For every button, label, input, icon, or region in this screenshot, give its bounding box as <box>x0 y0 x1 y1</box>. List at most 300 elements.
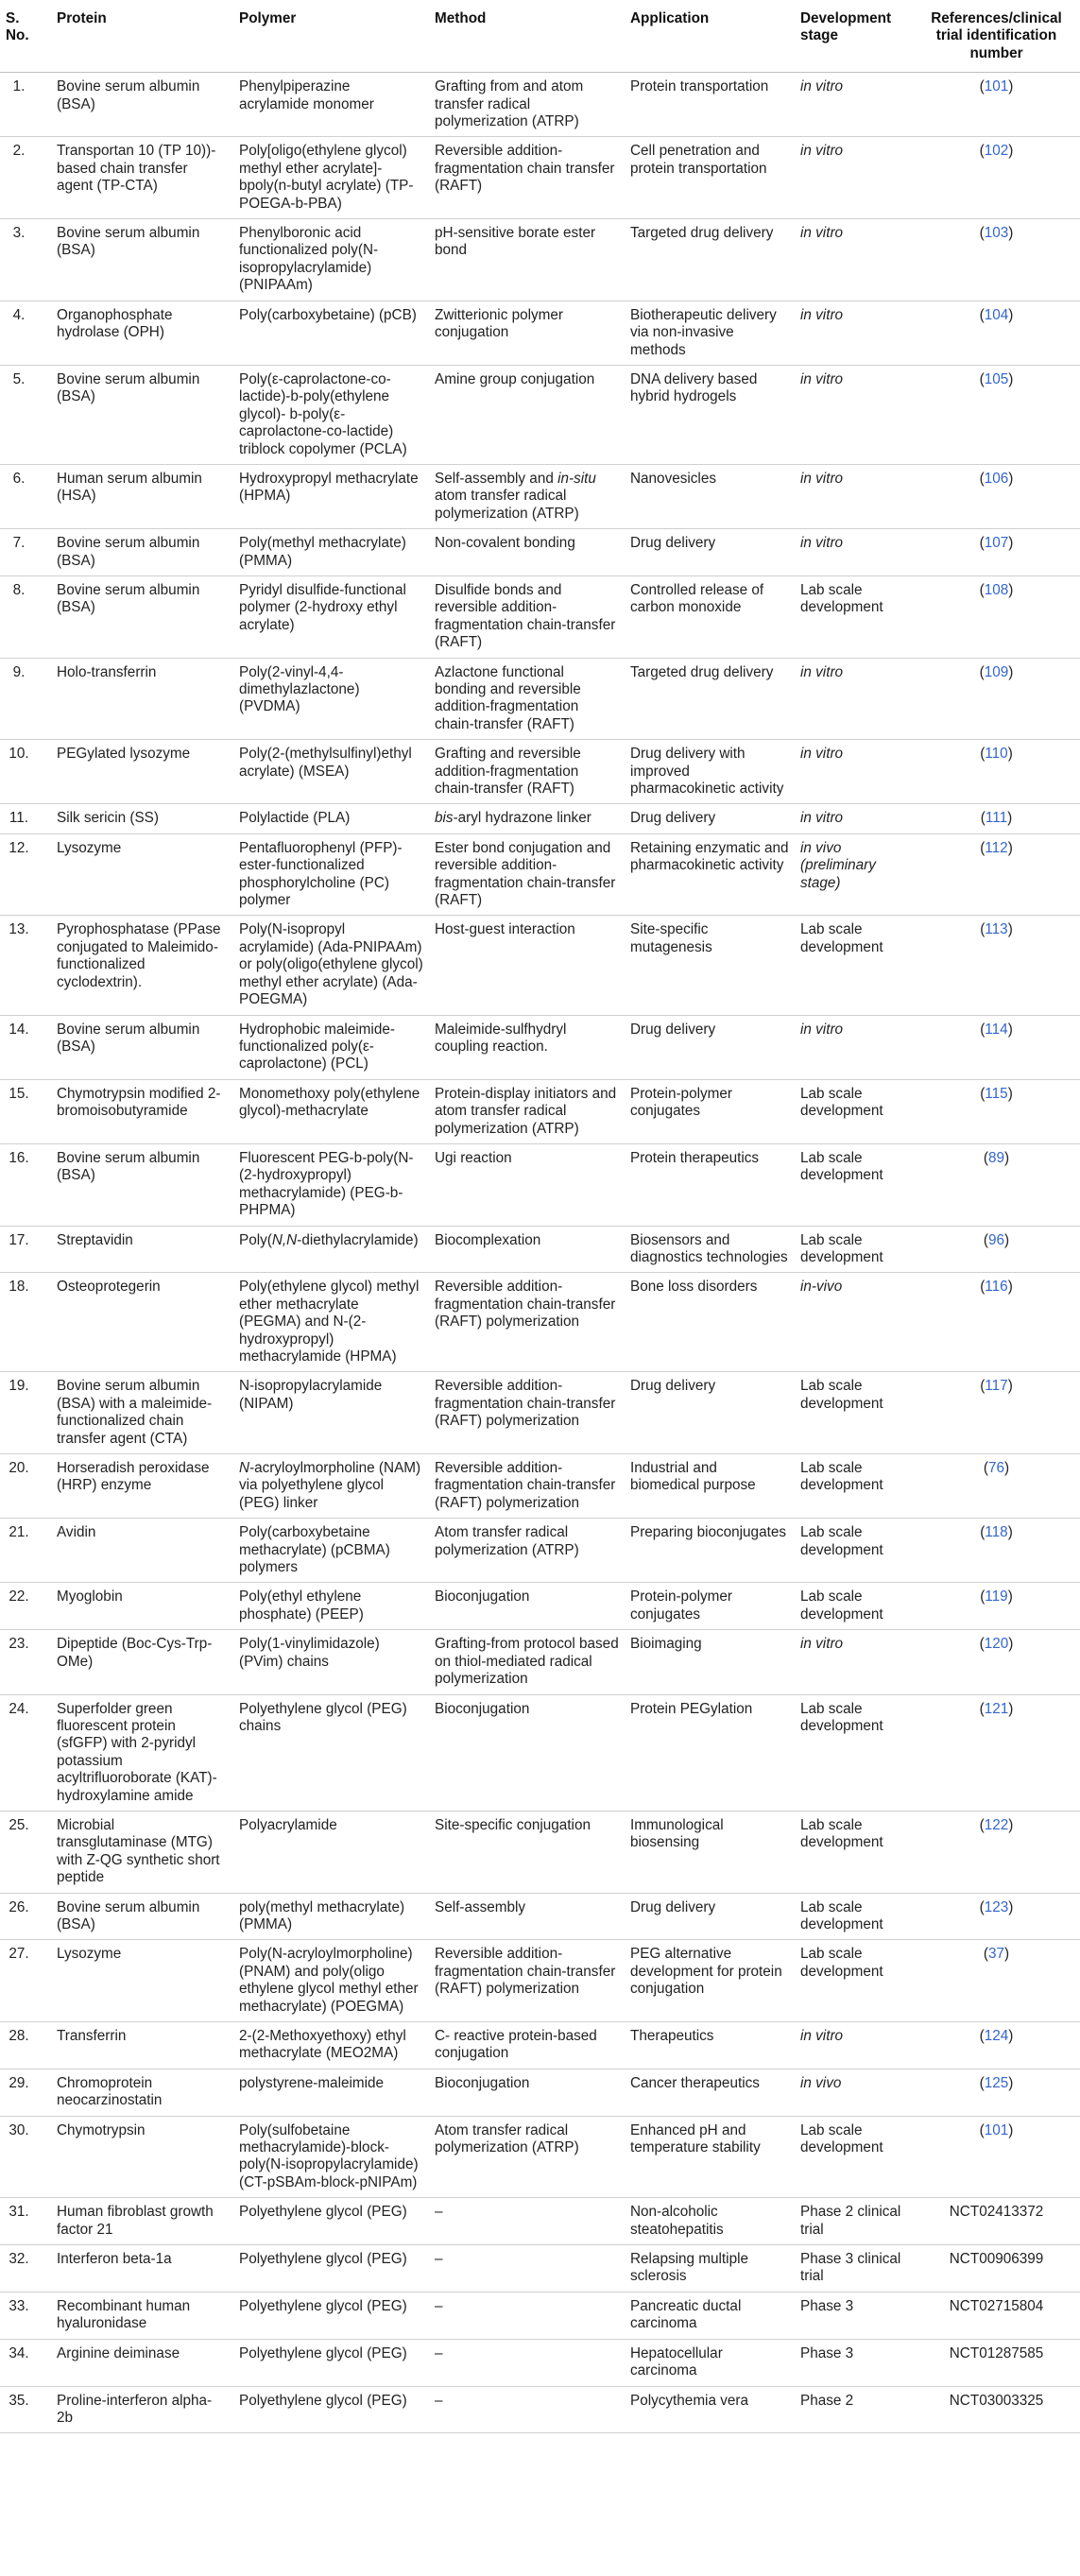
cell-text: Drug delivery with improved pharmacokinetic activity <box>630 746 784 798</box>
cell-text: bis <box>435 810 454 827</box>
cell-polymer <box>233 2339 429 2386</box>
cell-sno <box>0 2339 51 2386</box>
cell-sno <box>0 1519 51 1583</box>
reference-link[interactable]: (105) <box>979 370 1014 387</box>
cell-text: 22. <box>9 1589 29 1606</box>
reference-link[interactable]: (104) <box>979 306 1014 323</box>
cell-text: Bioconjugation <box>435 1589 530 1606</box>
cell-protein <box>51 2116 233 2198</box>
cell-reference <box>913 1273 1080 1372</box>
cell-method <box>429 1454 625 1519</box>
cell-protein <box>51 1372 233 1454</box>
cell-stage <box>795 1630 913 1694</box>
cell-stage <box>795 2198 913 2245</box>
cell-protein <box>51 1940 233 2022</box>
cell-stage <box>795 1226 913 1273</box>
cell-sno <box>0 1940 51 2022</box>
reference-link[interactable]: (116) <box>980 1279 1013 1296</box>
cell-stage <box>795 2292 913 2339</box>
reference-link[interactable]: (122) <box>979 1816 1014 1833</box>
cell-text: 27. <box>9 1946 29 1963</box>
table-row <box>0 2339 1080 2386</box>
cell-method <box>429 1940 625 2022</box>
cell-protein <box>51 2198 233 2245</box>
cell-text: Organophosphate hydrolase (OPH) <box>57 306 173 341</box>
reference-link[interactable]: (110) <box>980 746 1013 763</box>
reference-link[interactable]: (114) <box>980 1021 1013 1038</box>
cell-protein <box>51 1811 233 1893</box>
cell-text: 2-(2-Methoxyethoxy) ethyl methacrylate (MEO2MA) <box>239 2028 406 2062</box>
header-application: Application <box>625 0 795 73</box>
cell-application <box>625 1015 795 1079</box>
cell-text: -acryloylmorpholine (NAM) via polyethylene glycol (PEG) linker <box>239 1460 421 1511</box>
cell-polymer <box>233 2245 429 2293</box>
cell-stage <box>795 1372 913 1454</box>
cell-polymer <box>233 137 429 219</box>
table-row <box>0 2116 1080 2198</box>
cell-application <box>625 1143 795 1226</box>
cell-text: Human serum albumin (HSA) <box>57 470 202 505</box>
cell-text: Arginine deiminase <box>57 2344 180 2361</box>
cell-text: NCT02413372 <box>949 2204 1044 2221</box>
cell-text: Poly(N-isopropyl acrylamide) (Ada-PNIPAAm) or poly(oligo(ethylene glycol) methyl ether acrylate) (Ada-POEGMA) <box>239 921 423 1008</box>
cell-protein <box>51 1694 233 1811</box>
table-row <box>0 1143 1080 1226</box>
cell-text: Bone loss disorders <box>630 1279 758 1296</box>
cell-text: 8. <box>12 581 26 598</box>
cell-protein <box>51 658 233 740</box>
cell-stage <box>795 365 913 464</box>
cell-method <box>429 1015 625 1079</box>
cell-text: in vivo (preliminary stage) <box>800 839 876 891</box>
cell-text: Drug delivery <box>630 1021 716 1038</box>
cell-stage <box>795 2386 913 2433</box>
reference-link[interactable]: (115) <box>980 1085 1013 1102</box>
cell-text: 11. <box>9 810 29 827</box>
cell-text: Pentafluorophenyl (PFP)-ester-functionalized phosphorylcholine (PC) polymer <box>239 839 403 909</box>
cell-reference <box>913 833 1080 916</box>
cell-text: Human fibroblast growth factor 21 <box>57 2204 214 2238</box>
cell-protein <box>51 2022 233 2069</box>
reference-link[interactable]: (76) <box>983 1460 1010 1477</box>
cell-text: Phase 3 clinical trial <box>800 2251 901 2285</box>
cell-text: Azlactone functional bonding and reversible addition-fragmentation chain-transfer (RAFT) <box>435 663 581 732</box>
cell-text: 28. <box>9 2028 29 2044</box>
cell-stage <box>795 2069 913 2116</box>
cell-reference <box>913 1583 1080 1630</box>
cell-text: Targeted drug delivery <box>630 225 774 242</box>
cell-text: Lab scale development <box>800 1231 883 1265</box>
cell-text: NCT03003325 <box>949 2392 1044 2409</box>
cell-sno <box>0 1811 51 1893</box>
cell-sno <box>0 2116 51 2198</box>
cell-stage <box>795 740 913 804</box>
cell-text: Biosensors and diagnostics technologies <box>630 1231 788 1265</box>
cell-reference <box>913 1454 1080 1519</box>
cell-application <box>625 1372 795 1454</box>
cell-application <box>625 1226 795 1273</box>
cell-stage <box>795 219 913 301</box>
cell-text: – <box>435 2392 443 2409</box>
cell-text: Poly[oligo(ethylene glycol) methyl ether acrylate]-bpoly(n-butyl acrylate) (TP-POEGA-b-PBA) <box>239 143 414 212</box>
cell-application <box>625 1811 795 1893</box>
table-row <box>0 365 1080 464</box>
cell-text: PEGylated lysozyme <box>57 746 191 763</box>
reference-link[interactable]: (96) <box>983 1231 1010 1248</box>
reference-link[interactable]: (120) <box>979 1636 1014 1653</box>
table-header <box>0 0 1080 73</box>
cell-method <box>429 1226 625 1273</box>
reference-link[interactable]: (117) <box>980 1378 1013 1395</box>
cell-application <box>625 365 795 464</box>
table-row <box>0 1454 1080 1519</box>
reference-link[interactable]: (37) <box>983 1946 1010 1963</box>
cell-stage <box>795 1694 913 1811</box>
cell-reference <box>913 1079 1080 1143</box>
cell-text: 6. <box>12 470 26 487</box>
cell-sno <box>0 1226 51 1273</box>
cell-sno <box>0 658 51 740</box>
cell-text: 7. <box>12 535 26 552</box>
cell-sno <box>0 1583 51 1630</box>
cell-text: Protein therapeutics <box>630 1149 760 1166</box>
cell-polymer <box>233 575 429 658</box>
table-row <box>0 2069 1080 2116</box>
cell-text: Lab scale development <box>800 1816 883 1851</box>
cell-text: Poly(2-(methylsulfinyl)ethyl acrylate) (MSEA) <box>239 746 412 780</box>
cell-reference <box>913 658 1080 740</box>
cell-stage <box>795 1811 913 1893</box>
cell-text: Host-guest interaction <box>435 921 575 938</box>
cell-reference <box>913 740 1080 804</box>
cell-polymer <box>233 1893 429 1940</box>
cell-polymer <box>233 2198 429 2245</box>
cell-polymer <box>233 1454 429 1519</box>
cell-application <box>625 1893 795 1940</box>
cell-text: Polycythemia vera <box>630 2392 748 2409</box>
cell-protein <box>51 1143 233 1226</box>
cell-application <box>625 1454 795 1519</box>
cell-text: in vitro <box>800 535 844 552</box>
reference-link[interactable]: (118) <box>980 1524 1013 1541</box>
cell-stage <box>795 1583 913 1630</box>
table-row <box>0 1372 1080 1454</box>
cell-reference <box>913 575 1080 658</box>
cell-reference <box>913 1143 1080 1226</box>
cell-text: Phenylboronic acid functionalized poly(N-isopropylacrylamide) (PNIPAAm) <box>239 225 379 294</box>
cell-application <box>625 1630 795 1694</box>
cell-polymer <box>233 1273 429 1372</box>
cell-reference <box>913 1226 1080 1273</box>
cell-reference <box>913 1811 1080 1893</box>
table-row <box>0 833 1080 916</box>
table-row <box>0 916 1080 1015</box>
cell-protein <box>51 2339 233 2386</box>
header-references: References/clinical trial identification number <box>913 0 1080 73</box>
cell-application <box>625 529 795 576</box>
cell-reference <box>913 916 1080 1015</box>
cell-method <box>429 1583 625 1630</box>
cell-text: Ester bond conjugation and reversible addition-fragmentation chain-transfer (RAFT) <box>435 839 616 909</box>
cell-text: NCT02715804 <box>949 2297 1044 2314</box>
cell-text: Drug delivery <box>630 1378 716 1395</box>
reference-link[interactable]: (121) <box>979 1700 1014 1717</box>
reference-link[interactable]: (112) <box>980 839 1013 856</box>
cell-protein <box>51 2069 233 2116</box>
cell-protein <box>51 2386 233 2433</box>
cell-text: Reversible addition-fragmentation chain-transfer (RAFT) polymerization <box>435 1279 616 1331</box>
cell-text: Zwitterionic polymer conjugation <box>435 306 564 341</box>
cell-text: pH-sensitive borate ester bond <box>435 225 596 259</box>
cell-text: Horseradish peroxidase (HRP) enzyme <box>57 1460 210 1494</box>
cell-text: atom transfer radical polymerization (ATRP) <box>435 488 579 522</box>
cell-text: Polyethylene glycol (PEG) <box>239 2251 407 2268</box>
cell-method <box>429 1079 625 1143</box>
cell-application <box>625 2198 795 2245</box>
cell-text: Site-specific mutagenesis <box>630 921 712 955</box>
cell-method <box>429 2292 625 2339</box>
reference-link[interactable]: (106) <box>979 470 1014 487</box>
cell-text: Chymotrypsin <box>57 2121 146 2138</box>
cell-text: Polyacrylamide <box>239 1816 337 1833</box>
reference-link[interactable]: (125) <box>979 2074 1014 2091</box>
cell-text: Lab scale development <box>800 1524 883 1558</box>
table-row <box>0 2292 1080 2339</box>
cell-sno <box>0 575 51 658</box>
cell-reference <box>913 2198 1080 2245</box>
cell-text: – <box>435 2251 443 2268</box>
cell-reference <box>913 804 1080 833</box>
table-row <box>0 1583 1080 1630</box>
cell-text: Site-specific conjugation <box>435 1816 591 1833</box>
cell-text: Chymotrypsin modified 2-bromoisobutyramide <box>57 1085 221 1120</box>
cell-text: Ugi reaction <box>435 1149 512 1166</box>
cell-text: Protein-display initiators and atom transfer radical polymerization (ATRP) <box>435 1085 617 1137</box>
cell-polymer <box>233 1940 429 2022</box>
cell-text: in vitro <box>800 370 844 387</box>
reference-link[interactable]: (123) <box>979 1898 1014 1915</box>
reference-link[interactable]: (124) <box>979 2028 1014 2044</box>
cell-text: in vitro <box>800 143 844 160</box>
cell-reference <box>913 365 1080 464</box>
cell-text: Bioimaging <box>630 1636 702 1653</box>
cell-text: Poly(ε-caprolactone-co-lactide)-b-poly(ethylene glycol)- b-poly(ε-caprolactone-co-lactide) triblock copolymer (PCLA) <box>239 370 407 457</box>
cell-polymer <box>233 1372 429 1454</box>
cell-text: Polyethylene glycol (PEG) <box>239 2204 407 2221</box>
cell-sno <box>0 365 51 464</box>
cell-method <box>429 575 625 658</box>
cell-stage <box>795 2116 913 2198</box>
cell-sno <box>0 2245 51 2293</box>
cell-text: in vitro <box>800 470 844 487</box>
cell-text: 5. <box>12 370 26 387</box>
cell-sno <box>0 2292 51 2339</box>
cell-polymer <box>233 464 429 528</box>
reference-link[interactable]: (101) <box>979 2121 1014 2138</box>
cell-text: Dipeptide (Boc-Cys-Trp-OMe) <box>57 1636 213 1670</box>
table-row <box>0 1940 1080 2022</box>
cell-stage <box>795 1079 913 1143</box>
cell-protein <box>51 365 233 464</box>
cell-text: N-isopropylacrylamide (NIPAM) <box>239 1378 383 1412</box>
cell-protein <box>51 804 233 833</box>
cell-polymer <box>233 1583 429 1630</box>
cell-sno <box>0 2386 51 2433</box>
reference-link[interactable]: (102) <box>979 143 1014 160</box>
cell-stage <box>795 1940 913 2022</box>
cell-text: Bovine serum albumin (BSA) with a maleimide-functionalized chain transfer agent (CTA) <box>57 1378 213 1447</box>
cell-text: Nanovesicles <box>630 470 716 487</box>
cell-text: Retaining enzymatic and pharmacokinetic activity <box>630 839 789 874</box>
cell-application <box>625 2022 795 2069</box>
cell-sno <box>0 1372 51 1454</box>
cell-text: – <box>435 2297 443 2314</box>
cell-text: Monomethoxy poly(ethylene glycol)-methacrylate <box>239 1085 420 1120</box>
table-row <box>0 1079 1080 1143</box>
cell-stage <box>795 804 913 833</box>
cell-stage <box>795 301 913 365</box>
cell-text: 33. <box>9 2297 29 2314</box>
cell-polymer <box>233 529 429 576</box>
reference-link[interactable]: (89) <box>983 1149 1010 1166</box>
cell-sno <box>0 73 51 137</box>
cell-polymer <box>233 658 429 740</box>
cell-text: polystyrene-maleimide <box>239 2074 385 2091</box>
reference-link[interactable]: (109) <box>979 663 1014 680</box>
cell-text: Reversible addition-fragmentation chain transfer (RAFT) <box>435 143 615 195</box>
cell-text: Recombinant human hyaluronidase <box>57 2297 191 2332</box>
cell-polymer <box>233 1015 429 1079</box>
cell-text: Disulfide bonds and reversible addition-fragmentation chain-transfer (RAFT) <box>435 581 616 651</box>
cell-text: Polyethylene glycol (PEG) <box>239 2392 407 2409</box>
cell-method <box>429 1372 625 1454</box>
cell-method <box>429 1630 625 1694</box>
cell-method <box>429 137 625 219</box>
cell-text: Non-covalent bonding <box>435 535 575 552</box>
cell-text: 13. <box>9 921 29 938</box>
table-row <box>0 740 1080 804</box>
cell-text: Fluorescent PEG-b-poly(N-(2-hydroxypropyl) methacrylamide) (PEG-b-PHPMA) <box>239 1149 414 1219</box>
cell-sno <box>0 1273 51 1372</box>
cell-method <box>429 804 625 833</box>
cell-application <box>625 1694 795 1811</box>
cell-text: 9. <box>12 663 26 680</box>
cell-reference <box>913 464 1080 528</box>
reference-link[interactable]: (107) <box>979 535 1014 552</box>
cell-text: Microbial transglutaminase (MTG) with Z-QG synthetic short peptide <box>57 1816 220 1886</box>
reference-link[interactable]: (111) <box>980 810 1013 827</box>
cell-protein <box>51 73 233 137</box>
cell-stage <box>795 73 913 137</box>
cell-polymer <box>233 2069 429 2116</box>
cell-text: 16. <box>9 1149 29 1166</box>
table-row <box>0 219 1080 301</box>
cell-text: Poly(carboxybetaine methacrylate) (pCBMA) polymers <box>239 1524 390 1576</box>
cell-stage <box>795 2245 913 2293</box>
cell-application <box>625 2339 795 2386</box>
reference-link[interactable]: (113) <box>980 921 1013 938</box>
cell-method <box>429 2069 625 2116</box>
cell-text: Hepatocellular carcinoma <box>630 2344 723 2379</box>
cell-sno <box>0 2198 51 2245</box>
cell-polymer <box>233 73 429 137</box>
cell-reference <box>913 219 1080 301</box>
cell-protein <box>51 137 233 219</box>
reference-link[interactable]: (101) <box>979 78 1014 95</box>
cell-text: PEG alternative development for protein conjugation <box>630 1946 782 1998</box>
cell-text: 21. <box>9 1524 29 1541</box>
cell-polymer <box>233 1226 429 1273</box>
cell-reference <box>913 2386 1080 2433</box>
cell-method <box>429 2386 625 2433</box>
cell-text: 14. <box>9 1021 29 1038</box>
reference-link[interactable]: (108) <box>979 581 1014 598</box>
cell-text: Polyethylene glycol (PEG) <box>239 2344 407 2361</box>
cell-sno <box>0 833 51 916</box>
cell-method <box>429 2022 625 2069</box>
cell-sno <box>0 2022 51 2069</box>
cell-text: Protein transportation <box>630 78 769 95</box>
header-polymer: Polymer <box>233 0 429 73</box>
cell-text: Poly(N-acryloylmorpholine) (PNAM) and poly(oligo ethylene glycol methyl ether methacrylate) (POEGMA) <box>239 1946 419 2015</box>
table-row <box>0 1893 1080 1940</box>
cell-reference <box>913 73 1080 137</box>
header-stage: Development stage <box>795 0 913 73</box>
cell-text: 31. <box>9 2204 29 2221</box>
cell-method <box>429 1143 625 1226</box>
cell-application <box>625 2292 795 2339</box>
cell-text: 4. <box>12 306 26 323</box>
cell-text: Interferon beta-1a <box>57 2251 172 2268</box>
cell-text: Grafting-from protocol based on thiol-mediated radical polymerization <box>435 1636 619 1688</box>
cell-text: Bovine serum albumin (BSA) <box>57 1149 200 1184</box>
cell-text: 30. <box>9 2121 29 2138</box>
cell-text: Bovine serum albumin (BSA) <box>57 225 200 259</box>
cell-text: Enhanced pH and temperature stability <box>630 2121 761 2156</box>
cell-text: Hydroxypropyl methacrylate (HPMA) <box>239 470 419 505</box>
table-row <box>0 804 1080 833</box>
cell-text: Maleimide-sulfhydryl coupling reaction. <box>435 1021 567 1055</box>
cell-text: 12. <box>9 839 29 856</box>
cell-text: DNA delivery based hybrid hydrogels <box>630 370 758 405</box>
cell-text: Poly(1-vinylimidazole) (PVim) chains <box>239 1636 380 1670</box>
cell-text: 24. <box>9 1700 29 1717</box>
cell-text: NCT00906399 <box>949 2251 1044 2268</box>
reference-link[interactable]: (103) <box>979 225 1014 242</box>
cell-text: N,N <box>271 1231 298 1248</box>
cell-text: Lysozyme <box>57 1946 122 1963</box>
cell-application <box>625 916 795 1015</box>
cell-polymer <box>233 833 429 916</box>
cell-text: Streptavidin <box>57 1231 133 1248</box>
table-row <box>0 575 1080 658</box>
cell-text: Bovine serum albumin (BSA) <box>57 78 200 112</box>
reference-link[interactable]: (119) <box>980 1589 1013 1606</box>
cell-stage <box>795 1273 913 1372</box>
cell-text: Reversible addition-fragmentation chain-transfer (RAFT) polymerization <box>435 1378 616 1430</box>
cell-text: Lab scale development <box>800 2121 883 2156</box>
cell-reference <box>913 1893 1080 1940</box>
header-method: Method <box>429 0 625 73</box>
cell-sno <box>0 137 51 219</box>
cell-application <box>625 464 795 528</box>
cell-text: Phase 2 <box>800 2392 854 2409</box>
header-sno: S. No. <box>0 0 51 73</box>
cell-text: Protein-polymer conjugates <box>630 1589 732 1623</box>
cell-application <box>625 740 795 804</box>
cell-polymer <box>233 1079 429 1143</box>
cell-text: in vitro <box>800 306 844 323</box>
